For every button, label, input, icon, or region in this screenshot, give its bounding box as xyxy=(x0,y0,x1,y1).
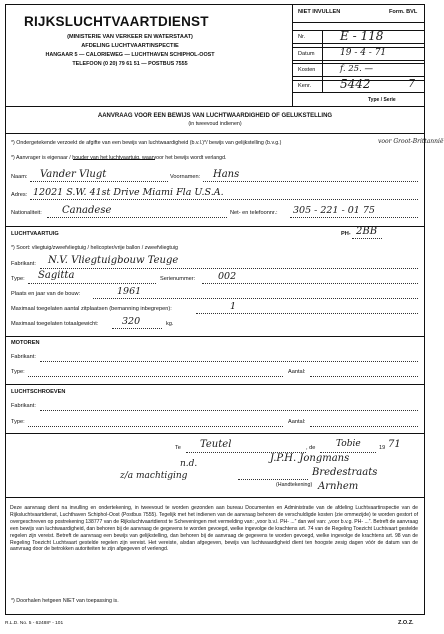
office-type-serie: Type / Serie xyxy=(368,97,396,103)
firstname-value: Hans xyxy=(213,169,240,180)
bottom-left-code: R.L.D. No. 5 - 62488* - 101 xyxy=(5,621,64,626)
propellers-count-label: Aantal: xyxy=(288,419,306,425)
type-value: Sagitta xyxy=(38,270,75,281)
engines-section: MOTOREN xyxy=(11,340,40,346)
address-label: Adres: xyxy=(11,192,28,198)
propellers-section: LUCHTSCHROEVEN xyxy=(11,389,66,395)
ph-value: 2BB xyxy=(356,226,378,237)
seats-label: Maximaal toegelaten aantal zitplaatsen (bemanning inbegrepen): xyxy=(11,306,172,312)
strike-mark xyxy=(73,159,155,160)
office-label-datum: Datum xyxy=(298,51,315,57)
sig-label: (Handtekening) xyxy=(276,482,313,488)
serial-label: Serienummer: xyxy=(160,276,196,282)
weight-label: Maximaal toegelaten totaalgewicht: xyxy=(11,321,99,327)
office-value-kenr: 5442 xyxy=(340,77,371,91)
aircraft-divider xyxy=(5,336,425,337)
office-value-datum: 19 - 4 - 71 xyxy=(340,48,387,58)
department: AFDELING LUCHTVAARTINSPECTIE xyxy=(81,43,179,49)
title-divider xyxy=(5,133,425,134)
office-extra-mark: 7 xyxy=(408,77,415,90)
office-label-kenr: Kenr. xyxy=(298,83,312,89)
place-label: Plaats en jaar van de bouw: xyxy=(11,291,81,297)
sig-address2: Arnhem xyxy=(318,481,359,492)
sig-signer: J.P.H. Jongmans xyxy=(270,453,350,464)
footer-text: Deze aanvraag dient na invulling en ondertekening, in tweevoud te worden gezonden aan bureau Documenten en Administratie van de afdeling Luchtvaartinspectie van de Rijksluchtvaartdienst, Luchthaven Schiphol-Oost (Postbus 7555). Tegelijk met het indienen van de aanvraag behoren de verschuldigde kosten (zie ommezijde) te worden gestort of overgeschreven op postrekening 138777 van de Rijksluchtvaartdienst te Scheveningen met vermelding van: „voor b.v.l. PH- ...” dan wel van: „voor b.v.g. PH- ...”. Betreft de aanvraag een bewijs van luchtwaardigheid, dan behoren bij de aanvraag de gegevens te worden gevoegd, welke ingevolge de krachtens art. 74 van de Regeling Toezicht Luchtvaart gestelde regelen zijn vereist. Betreft de aanvraag een bewijs van gelijkstelling, dan behoren bij de aanvraag de gegevens te worden gevoegd, welke ingevolge de krachtens art. 98 van de Regeling Toezicht Luchtvaart gestelde regelen zijn vereist. Het vereiste, alsdan afgegeven, bewijs van luchtwaardigheid dient ten hoogste zesig dagen vóór de datum van de aanvraag door de betrokken autoriteiten te zijn afgegeven of verlengd. xyxy=(10,505,418,553)
form-title: AANVRAAG VOOR EEN BEWIJS VAN LUCHTWAARDIGHEID OF GELUKSTELLING xyxy=(97,113,333,119)
phone-postbox: TELEFOON (0 20) 79 61 51 — POSTBUS 7555 xyxy=(72,61,188,67)
org-name: RIJKSLUCHTVAARTDIENST xyxy=(24,14,209,29)
sig-date-label: , de xyxy=(306,445,316,451)
type-label: Type: xyxy=(11,276,25,282)
seats-value: 1 xyxy=(230,301,237,312)
sig-place-value: Teutel xyxy=(200,439,232,450)
aircraft-section: LUCHTVAARTUIG xyxy=(11,231,59,237)
propellers-maker-label: Fabrikant: xyxy=(11,403,36,409)
phone-label: Net- en telefoonnr.: xyxy=(230,210,278,216)
bottom-right-zoz: Z.O.Z. xyxy=(398,620,414,626)
phone-value: 305 - 221 - 01 75 xyxy=(293,205,375,216)
address: HANGAAR 5 — CALORIEWEG — LUCHTHAVEN SCHIPHOL-OOST xyxy=(45,52,215,58)
propellers-divider xyxy=(5,433,425,434)
engines-type-label: Type: xyxy=(11,369,25,375)
engines-maker-label: Fabrikant: xyxy=(11,354,36,360)
place-value: 1961 xyxy=(117,286,142,297)
undersigned-line1: *) Ondergetekende verzoekt de afgifte van een bewijs van luchtwaardigheid (b.v.l.)*/ bewijs van gelijkstelling (b.v.g.) xyxy=(11,140,282,146)
weight-value: 320 xyxy=(122,316,141,327)
weight-unit: kg. xyxy=(166,321,174,327)
nationality-value: Canadese xyxy=(62,205,112,216)
propellers-type-label: Type: xyxy=(11,419,25,425)
office-box-form: Form. BVL xyxy=(389,9,418,15)
office-label-nr: Nr. xyxy=(298,34,306,40)
name-value: Vander Vlugt xyxy=(40,169,107,180)
form-subtitle: (in tweevoud indienen) xyxy=(188,121,242,127)
sig-place-label: Te xyxy=(175,445,181,451)
office-label-kosten: Kosten xyxy=(298,67,316,73)
aircraft-kind: *) Soort: vliegtuig/zweefvliegtuig / helicopter/vrije ballon / zweefvliegtuig xyxy=(11,245,178,251)
firstname-label: Voornamen: xyxy=(170,174,201,180)
ministry: (MINISTERIE VAN VERKEER EN WATERSTAAT) xyxy=(67,34,193,40)
undersigned-hand: voor Groot-Brittannië xyxy=(378,138,444,145)
sig-year-value: 71 xyxy=(388,439,401,450)
signature-divider xyxy=(5,497,425,498)
sig-nd: n.d. xyxy=(180,459,198,469)
name-label: Naam: xyxy=(11,174,28,180)
maker-value: N.V. Vliegtuigbouw Teuge xyxy=(48,255,179,266)
office-value-kosten: f. 25. — xyxy=(340,64,373,74)
sig-date-value: Tobie xyxy=(336,439,361,449)
sig-year-prefix: 19 xyxy=(379,445,386,451)
undersigned-line2: *) Aanvrager is eigenaar / houder van het luchtvaartuig, waarvoor het bewijs wordt verlangd. xyxy=(11,155,227,161)
office-value-nr: E - 118 xyxy=(340,29,384,43)
serial-value: 002 xyxy=(218,271,237,282)
engines-count-label: Aantal: xyxy=(288,369,306,375)
office-box-title: NIET INVULLEN xyxy=(298,9,341,15)
nationality-label: Nationaliteit: xyxy=(11,210,42,216)
ph-label: PH- xyxy=(341,231,351,237)
sig-address1: Bredestraats xyxy=(312,467,378,478)
engines-divider xyxy=(5,384,425,385)
sig-machtiging: z/a machtiging xyxy=(120,471,188,481)
header-divider xyxy=(5,106,425,107)
maker-label: Fabrikant: xyxy=(11,261,36,267)
office-box-line xyxy=(292,22,425,23)
address-value: 12021 S.W. 41st Drive Miami Fla U.S.A. xyxy=(33,187,224,198)
footnote: *) Doorhalen hetgeen NIET van toepassing is. xyxy=(11,598,119,604)
